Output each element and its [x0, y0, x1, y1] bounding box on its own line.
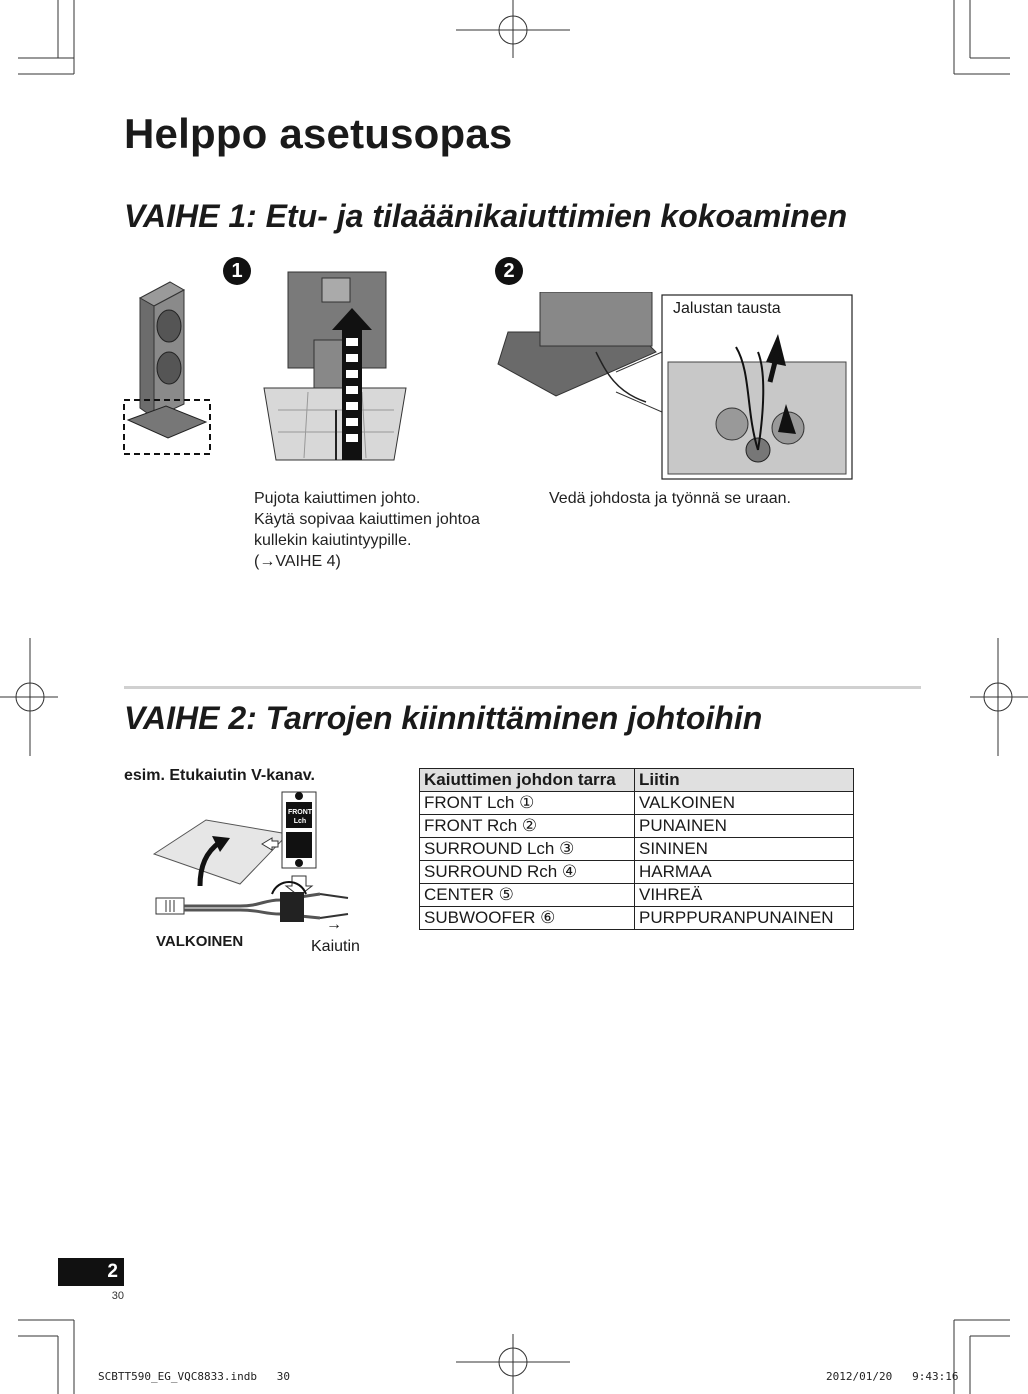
table-header: Liitin: [635, 769, 854, 792]
caption-line: kullekin kaiutintyypille.: [254, 532, 412, 549]
label-tag-lch: Lch: [293, 818, 307, 825]
table-cell: SURROUND Lch ③: [420, 838, 635, 861]
speaker-arrow: →: [326, 916, 342, 933]
table-cell: SUBWOOFER ⑥: [420, 907, 635, 930]
page-title: Helppo asetusopas: [124, 110, 513, 157]
step-badge-2: 2: [495, 257, 523, 285]
table-row: [420, 884, 854, 907]
speaker-tower-illustration: [120, 278, 216, 460]
step1-caption-1: [254, 488, 480, 572]
table-row: [420, 907, 854, 930]
table-cell: PURPPURANPUNAINEN: [635, 907, 854, 930]
speaker-cable-table: [419, 768, 854, 930]
caption-line: Käytä sopivaa kaiuttimen johtoa: [254, 511, 480, 528]
table-row: [420, 792, 854, 815]
table-row: [420, 861, 854, 884]
table-cell: CENTER ⑤: [420, 884, 635, 907]
page-number-badge: 2: [58, 1258, 124, 1286]
label-attachment-illustration: [150, 786, 356, 934]
table-cell: SURROUND Rch ④: [420, 861, 635, 884]
table-cell: VALKOINEN: [635, 792, 854, 815]
step1-caption-2: Vedä johdosta ja työnnä se uraan.: [549, 490, 791, 507]
table-row: [420, 815, 854, 838]
section-divider: [124, 686, 921, 689]
table-row: [420, 838, 854, 861]
table-cell: PUNAINEN: [635, 815, 854, 838]
cable-color-label: VALKOINEN: [156, 933, 244, 950]
cable-groove-illustration: [496, 292, 856, 482]
table-cell: FRONT Rch ②: [420, 815, 635, 838]
table-cell: HARMAA: [635, 861, 854, 884]
table-cell: VIHREÄ: [635, 884, 854, 907]
step2-heading: VAIHE 2: Tarrojen kiinnittäminen johtoihin: [124, 700, 763, 736]
step1-heading: VAIHE 1: Etu- ja tilaäänikaiuttimien kokoaminen: [124, 198, 848, 234]
example-label: esim. Etukaiutin V-kanav.: [124, 767, 315, 784]
table-header: Kaiuttimen johdon tarra: [420, 769, 635, 792]
sub-page-number: 30: [111, 1290, 124, 1302]
table-cell: SININEN: [635, 838, 854, 861]
stand-threading-illustration: [258, 270, 414, 462]
label-tag-front: FRONT: [287, 809, 313, 816]
speaker-label: Kaiutin: [311, 938, 360, 955]
footer-file: SCBTT590_EG_VQC8833.indb 30: [98, 1370, 291, 1383]
callout-label: Jalustan tausta: [673, 300, 781, 317]
footer-timestamp: 2012/01/20 9:43:16: [826, 1370, 959, 1383]
label-tag: [287, 808, 313, 826]
table-cell: FRONT Lch ①: [420, 792, 635, 815]
caption-line: Pujota kaiuttimen johto.: [254, 490, 421, 507]
table-header-row: [420, 769, 854, 792]
caption-line: (→VAIHE 4): [254, 553, 341, 570]
step-badge-1: 1: [223, 257, 251, 285]
